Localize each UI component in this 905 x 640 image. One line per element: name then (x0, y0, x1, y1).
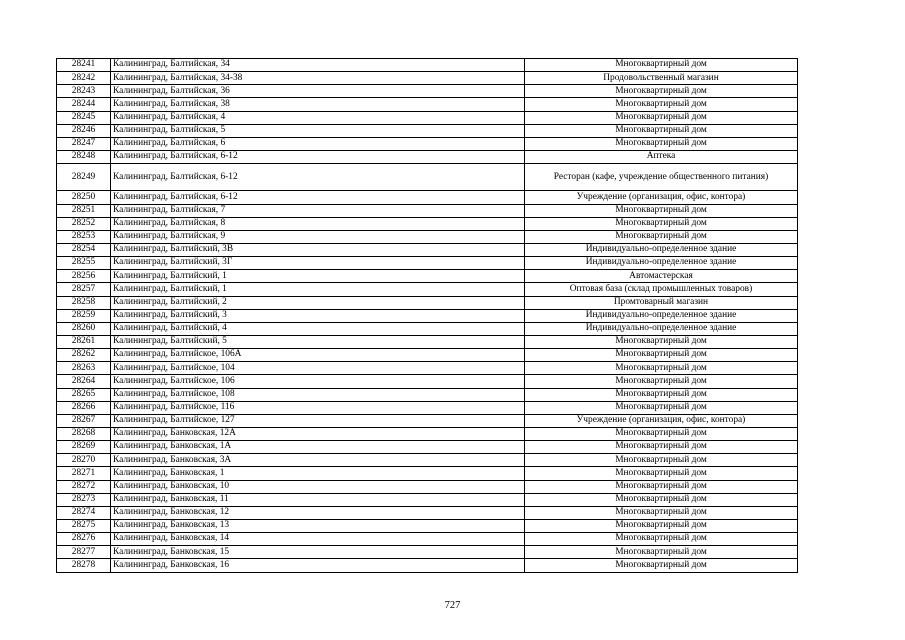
table-row (57, 519, 798, 532)
cell-address: Калининград, Балтийская, 8 (111, 217, 525, 230)
table-row (57, 533, 798, 546)
cell-id: 28253 (57, 230, 111, 243)
table-row (57, 230, 798, 243)
table-row (57, 204, 798, 217)
cell-type: Многоквартирный дом (525, 533, 798, 546)
cell-type: Ресторан (кафе, учреждение общественного питания) (525, 164, 798, 191)
cell-type: Многоквартирный дом (525, 85, 798, 98)
cell-address: Калининград, Банковская, 1 (111, 467, 525, 480)
table-row (57, 427, 798, 440)
cell-type: Многоквартирный дом (525, 546, 798, 559)
cell-address: Калининград, Балтийский, 2 (111, 296, 525, 309)
cell-id: 28266 (57, 401, 111, 414)
cell-address: Калининград, Банковская, 11 (111, 493, 525, 506)
table-row (57, 349, 798, 362)
cell-address: Калининград, Банковская, 12 (111, 506, 525, 519)
page-number: 727 (444, 600, 461, 611)
cell-address: Калининград, Банковская, 16 (111, 559, 525, 572)
cell-id: 28260 (57, 322, 111, 335)
cell-address: Калининград, Банковская, 13 (111, 519, 525, 532)
cell-address: Калининград, Банковская, 14 (111, 533, 525, 546)
cell-type: Аптека (525, 150, 798, 163)
cell-address: Калининград, Балтийская, 9 (111, 230, 525, 243)
cell-type: Учреждение (организация, офис, контора) (525, 191, 798, 204)
cell-address: Калининград, Балтийское, 116 (111, 401, 525, 414)
cell-type: Многоквартирный дом (525, 124, 798, 137)
cell-id: 28259 (57, 309, 111, 322)
cell-id: 28258 (57, 296, 111, 309)
table-row (57, 480, 798, 493)
cell-id: 28248 (57, 150, 111, 163)
cell-type: Индивидуально-определенное здание (525, 309, 798, 322)
table-row (57, 493, 798, 506)
cell-address: Калининград, Балтийская, 6 (111, 137, 525, 150)
cell-id: 28256 (57, 270, 111, 283)
cell-id: 28273 (57, 493, 111, 506)
cell-type: Многоквартирный дом (525, 335, 798, 348)
cell-type: Многоквартирный дом (525, 454, 798, 467)
cell-address: Калининград, Балтийская, 4 (111, 111, 525, 124)
cell-id: 28265 (57, 388, 111, 401)
table-row (57, 362, 798, 375)
cell-address: Калининград, Банковская, 12А (111, 427, 525, 440)
cell-id: 28251 (57, 204, 111, 217)
cell-type: Многоквартирный дом (525, 427, 798, 440)
cell-type: Многоквартирный дом (525, 230, 798, 243)
cell-type: Многоквартирный дом (525, 559, 798, 572)
table-row (57, 454, 798, 467)
table-row (57, 388, 798, 401)
table-row (57, 217, 798, 230)
table-row (57, 441, 798, 454)
cell-type: Многоквартирный дом (525, 59, 798, 72)
table-row (57, 322, 798, 335)
cell-type: Индивидуально-определенное здание (525, 257, 798, 270)
cell-address: Калининград, Балтийская, 7 (111, 204, 525, 217)
cell-id: 28264 (57, 375, 111, 388)
cell-address: Калининград, Балтийская, 5 (111, 124, 525, 137)
cell-id: 28245 (57, 111, 111, 124)
cell-type: Многоквартирный дом (525, 480, 798, 493)
cell-type: Многоквартирный дом (525, 493, 798, 506)
cell-address: Калининград, Банковская, 1А (111, 441, 525, 454)
cell-address: Калининград, Балтийский, 3Г (111, 257, 525, 270)
table-row (57, 270, 798, 283)
cell-type: Автомастерская (525, 270, 798, 283)
cell-type: Индивидуально-определенное здание (525, 322, 798, 335)
cell-id: 28249 (57, 164, 111, 191)
table-row (57, 164, 798, 191)
cell-id: 28247 (57, 137, 111, 150)
cell-type: Многоквартирный дом (525, 467, 798, 480)
cell-address: Калининград, Балтийский, 1 (111, 283, 525, 296)
table-row (57, 191, 798, 204)
table-row (57, 375, 798, 388)
table-row (57, 243, 798, 256)
cell-address: Калининград, Балтийская, 38 (111, 98, 525, 111)
cell-id: 28270 (57, 454, 111, 467)
cell-address: Калининград, Балтийское, 127 (111, 414, 525, 427)
table-row (57, 59, 798, 72)
cell-type: Многоквартирный дом (525, 375, 798, 388)
cell-type: Многоквартирный дом (525, 506, 798, 519)
cell-id: 28272 (57, 480, 111, 493)
table-row (57, 506, 798, 519)
cell-id: 28278 (57, 559, 111, 572)
cell-id: 28276 (57, 533, 111, 546)
table-row (57, 150, 798, 163)
cell-id: 28244 (57, 98, 111, 111)
cell-id: 28242 (57, 72, 111, 85)
table-row (57, 559, 798, 572)
cell-address: Калининград, Балтийский, 4 (111, 322, 525, 335)
cell-id: 28271 (57, 467, 111, 480)
cell-address: Калининград, Балтийское, 106А (111, 349, 525, 362)
table-row (57, 111, 798, 124)
cell-address: Калининград, Балтийское, 106 (111, 375, 525, 388)
cell-address: Калининград, Балтийская, 6-12 (111, 191, 525, 204)
cell-type: Многоквартирный дом (525, 388, 798, 401)
cell-id: 28263 (57, 362, 111, 375)
cell-type: Многоквартирный дом (525, 111, 798, 124)
cell-type: Многоквартирный дом (525, 137, 798, 150)
cell-id: 28268 (57, 427, 111, 440)
cell-id: 28275 (57, 519, 111, 532)
cell-address: Калининград, Балтийская, 34-38 (111, 72, 525, 85)
cell-id: 28246 (57, 124, 111, 137)
table-row (57, 124, 798, 137)
cell-id: 28250 (57, 191, 111, 204)
cell-address: Калининград, Балтийское, 108 (111, 388, 525, 401)
cell-address: Калининград, Балтийское, 104 (111, 362, 525, 375)
cell-type: Многоквартирный дом (525, 204, 798, 217)
cell-id: 28252 (57, 217, 111, 230)
table-row (57, 257, 798, 270)
cell-type: Учреждение (организация, офис, контора) (525, 414, 798, 427)
cell-type: Многоквартирный дом (525, 519, 798, 532)
table-row (57, 401, 798, 414)
cell-address: Калининград, Балтийская, 6-12 (111, 150, 525, 163)
cell-type: Продовольственный магазин (525, 72, 798, 85)
cell-address: Калининград, Балтийский, 3В (111, 243, 525, 256)
cell-type: Многоквартирный дом (525, 441, 798, 454)
cell-address: Калининград, Балтийская, 36 (111, 85, 525, 98)
cell-type: Промтоварный магазин (525, 296, 798, 309)
table-row (57, 98, 798, 111)
table-row (57, 85, 798, 98)
table-row (57, 137, 798, 150)
cell-id: 28277 (57, 546, 111, 559)
cell-id: 28267 (57, 414, 111, 427)
cell-id: 28262 (57, 349, 111, 362)
cell-type: Многоквартирный дом (525, 401, 798, 414)
table-row (57, 546, 798, 559)
cell-id: 28241 (57, 59, 111, 72)
cell-address: Калининград, Балтийская, 34 (111, 59, 525, 72)
registry-table (56, 58, 798, 573)
cell-address: Калининград, Банковская, 3А (111, 454, 525, 467)
cell-type: Многоквартирный дом (525, 349, 798, 362)
table-row (57, 335, 798, 348)
cell-address: Калининград, Балтийский, 1 (111, 270, 525, 283)
cell-address: Калининград, Банковская, 15 (111, 546, 525, 559)
table-row (57, 283, 798, 296)
cell-type: Оптовая база (склад промышленных товаров) (525, 283, 798, 296)
cell-id: 28269 (57, 441, 111, 454)
table-row (57, 467, 798, 480)
table-row (57, 414, 798, 427)
table-row (57, 309, 798, 322)
cell-type: Многоквартирный дом (525, 217, 798, 230)
cell-address: Калининград, Балтийский, 3 (111, 309, 525, 322)
cell-address: Калининград, Балтийский, 5 (111, 335, 525, 348)
cell-id: 28274 (57, 506, 111, 519)
cell-id: 28257 (57, 283, 111, 296)
cell-id: 28255 (57, 257, 111, 270)
cell-id: 28243 (57, 85, 111, 98)
cell-address: Калининград, Банковская, 10 (111, 480, 525, 493)
cell-id: 28254 (57, 243, 111, 256)
cell-id: 28261 (57, 335, 111, 348)
table-row (57, 296, 798, 309)
cell-type: Многоквартирный дом (525, 98, 798, 111)
table-row (57, 72, 798, 85)
cell-type: Индивидуально-определенное здание (525, 243, 798, 256)
cell-address: Калининград, Балтийская, 6-12 (111, 164, 525, 191)
registry-table-body (57, 59, 798, 573)
cell-type: Многоквартирный дом (525, 362, 798, 375)
